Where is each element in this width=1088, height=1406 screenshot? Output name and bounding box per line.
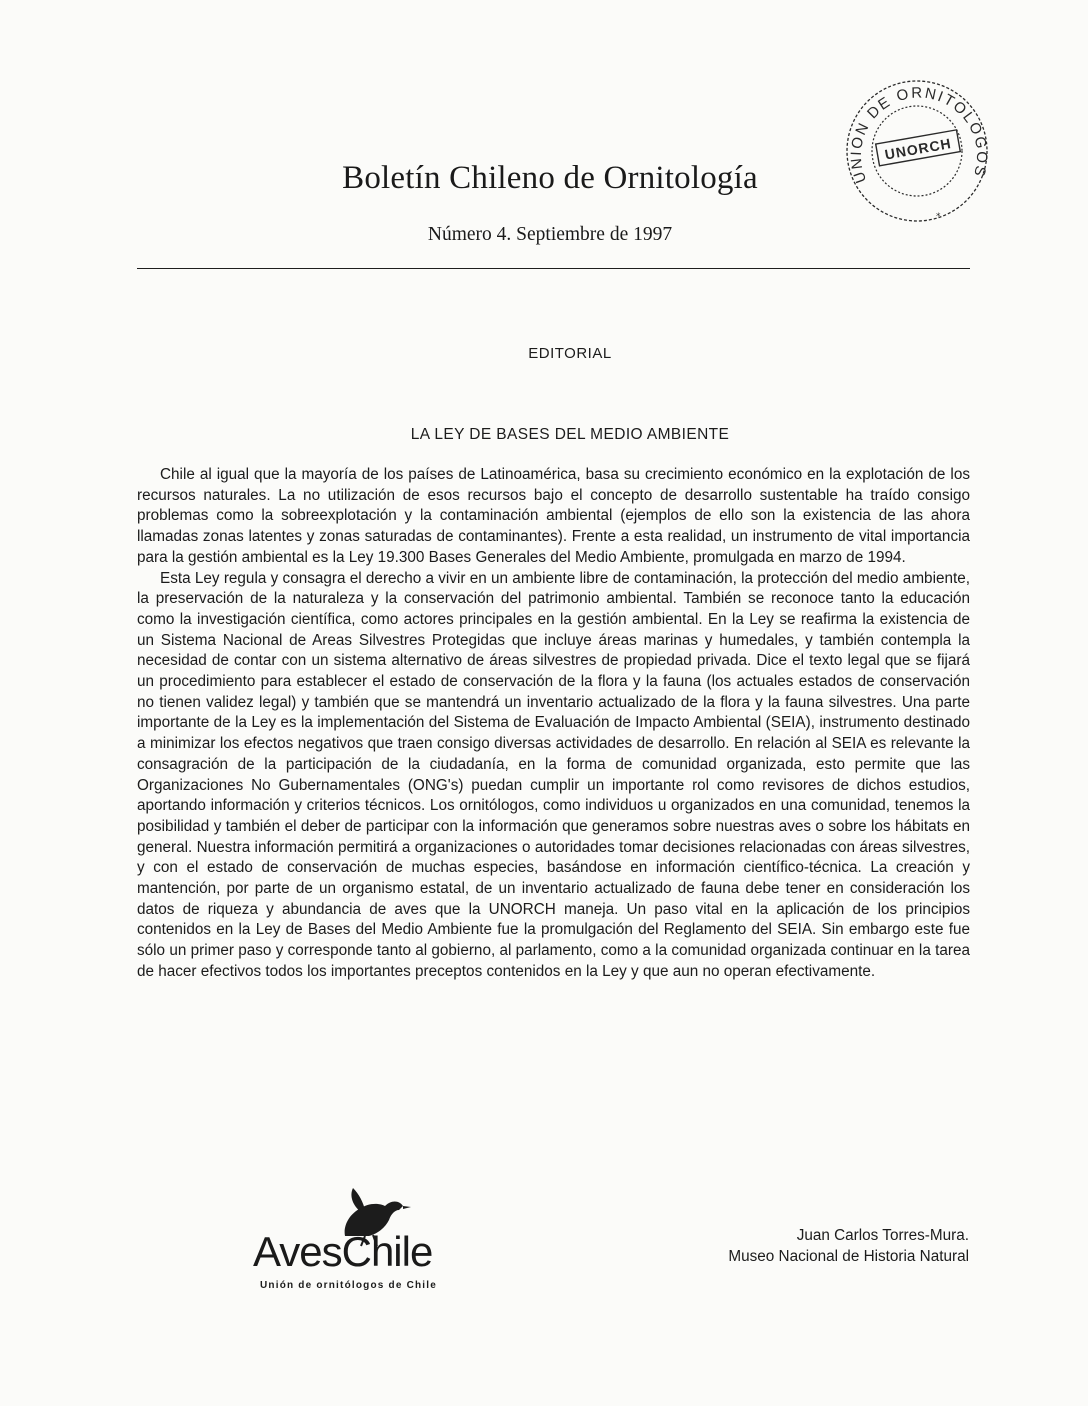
stamp-seal-icon bbox=[841, 67, 991, 232]
paragraph: Chile al igual que la mayoría de los países de Latinoamérica, basa su crecimiento económico en la explotación de los recursos naturales. La no utilización de esos recursos bajo el concepto de desarrollo sustentable ha traído consigo problemas como la sobreexplotación y la contaminación ambiental (ejemplos de ello son la existencia de las ahora llamadas zonas latentes y zonas saturadas de contaminantes). Frente a esta realidad, un instrumento de vital importancia para la gestión ambiental es la Ley 19.300 Bases Generales del Medio Ambiente, promulgada en marzo de 1994. bbox=[137, 466, 970, 566]
aveschile-logo bbox=[253, 1188, 488, 1300]
journal-title: Boletín Chileno de Ornitología bbox=[342, 160, 758, 196]
stamp-center-text: UNORCH bbox=[883, 135, 953, 163]
signature-block bbox=[728, 1226, 969, 1267]
author-affiliation: Museo Nacional de Historia Natural bbox=[728, 1247, 969, 1265]
author-name: Juan Carlos Torres-Mura. bbox=[796, 1227, 969, 1244]
unorch-stamp bbox=[841, 67, 991, 232]
logo-tagline: Unión de ornitólogos de Chile bbox=[260, 1280, 438, 1291]
article-title: LA LEY DE BASES DEL MEDIO AMBIENTE bbox=[410, 426, 730, 443]
stamp-arc-text: UNION DE ORNITOLOGOS bbox=[847, 84, 991, 186]
svg-text:*: * bbox=[936, 212, 941, 222]
logo-wordmark: AvesChile bbox=[253, 1228, 433, 1275]
paragraph: Esta Ley regula y consagra el derecho a vivir en un ambiente libre de contaminación, la protección del medio ambiente, la preservación de la naturaleza y la conservación del patrimonio ambiental. También se reconoce tanto la educación como la investigación científica, como actores principales en la gestión ambiental. En la Ley se reafirma la existencia de un Sistema Nacional de Areas Silvestres Protegidas que incluye áreas marinas y humedales, y también contempla la necesidad de contar con un sistema alternativo de áreas silvestres de propiedad privada. Dice el texto legal que se fijará un procedimiento para establecer el estado de conservación de la flora y la fauna (los actuales estados de conservación no tienen validez legal) y también que se mantendrá un inventario actualizado de la flora y la fauna silvestres. Una parte importante de la Ley es la implementación del Sistema de Evaluación de Impacto Ambiental (SEIA), instrumento destinado a minimizar los efectos negativos que traen consigo diversas actividades de desarrollo. En relación al SEIA es relevante la consagración de la participación de la ciudadanía, en la forma de comunidad organizada, esto permite que las Organizaciones No Gubernamentales (ONG's) puedan cumplir un importante rol como revisores de dichos estudios, aportando información y criterios técnicos. Los ornitólogos, como individuos u organizados en una comunidad, tenemos la posibilidad y también el deber de participar con la información que generamos sobre nuestras aves o sobre los hábitats en general. Nuestra información permitirá a organizaciones o autoridades tomar decisiones relacionadas con áreas silvestres, y con el estado de conservación de muchas especies, basándose en información científico-técnica. La creación y mantención, por parte de un organismo estatal, de un inventario actualizado de fauna debe tener en consideración los datos de riqueza y abundancia de aves que la UNORCH maneja. Un paso vital en la aplicación de los principios contenidos en la Ley de Bases del Medio Ambiente fue la promulgación del Reglamento del SEIA. Sin embargo este fue sólo un primer paso y corresponde tanto al gobierno, al parlamento, como a la comunidad organizada continuar en la tarea de hacer efectivos todos los importantes preceptos contenidos en la Ley y que aun no operan efectivamente. bbox=[137, 569, 970, 980]
section-label: EDITORIAL bbox=[528, 345, 612, 362]
issue-line: Número 4. Septiembre de 1997 bbox=[427, 224, 673, 245]
article-body bbox=[137, 465, 970, 983]
svg-text:UNION DE ORNITOLOGOS DE CHILE bbox=[841, 67, 990, 187]
header-rule bbox=[137, 268, 970, 269]
